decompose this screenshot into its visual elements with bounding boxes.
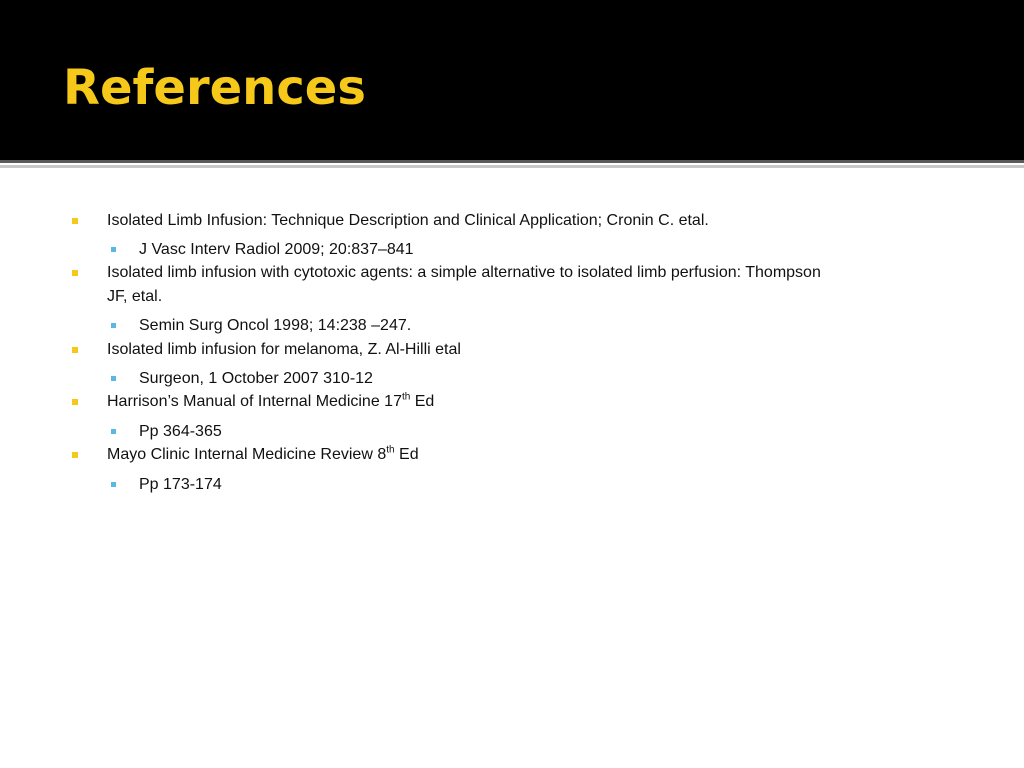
- reference-3-title: Isolated limb infusion for melanoma, Z. Al-Hilli etal: [107, 341, 461, 358]
- reference-4-title-suffix: Ed: [410, 393, 435, 410]
- reference-2-title-line2: JF, etal.: [107, 288, 163, 305]
- reference-3-source: Surgeon, 1 October 2007 310-12: [139, 370, 373, 387]
- level2-bullet-icon: [111, 323, 116, 328]
- reference-4-title-text: Harrison’s Manual of Internal Medicine 17: [107, 393, 402, 410]
- reference-5-source: Pp 173-174: [139, 476, 222, 493]
- reference-2-source: Semin Surg Oncol 1998; 14:238 –247.: [139, 317, 412, 334]
- level1-bullet-icon: [72, 218, 78, 224]
- reference-5-title-suffix: Ed: [394, 446, 419, 463]
- reference-5-title-text: Mayo Clinic Internal Medicine Review 8: [107, 446, 387, 463]
- reference-1-title: Isolated Limb Infusion: Technique Description and Clinical Application; Cronin C. etal.: [107, 212, 709, 229]
- reference-2-title-line1: Isolated limb infusion with cytotoxic agents: a simple alternative to isolated limb perfusion: Thompson: [107, 264, 821, 281]
- level2-bullet-icon: [111, 247, 116, 252]
- level1-bullet-icon: [72, 399, 78, 405]
- reference-5-title: [107, 443, 419, 467]
- level2-bullet-icon: [111, 376, 116, 381]
- level1-bullet-icon: [72, 347, 78, 353]
- reference-4-source: Pp 364-365: [139, 423, 222, 440]
- level2-bullet-icon: [111, 482, 116, 487]
- reference-1-source: J Vasc Interv Radiol 2009; 20:837–841: [139, 241, 414, 258]
- level2-bullet-icon: [111, 429, 116, 434]
- reference-5-superscript: th: [386, 444, 395, 456]
- level1-bullet-icon: [72, 270, 78, 276]
- slide-title: References: [63, 60, 366, 116]
- level1-bullet-icon: [72, 452, 78, 458]
- reference-4-superscript: th: [401, 391, 411, 403]
- reference-4-title: [107, 390, 434, 414]
